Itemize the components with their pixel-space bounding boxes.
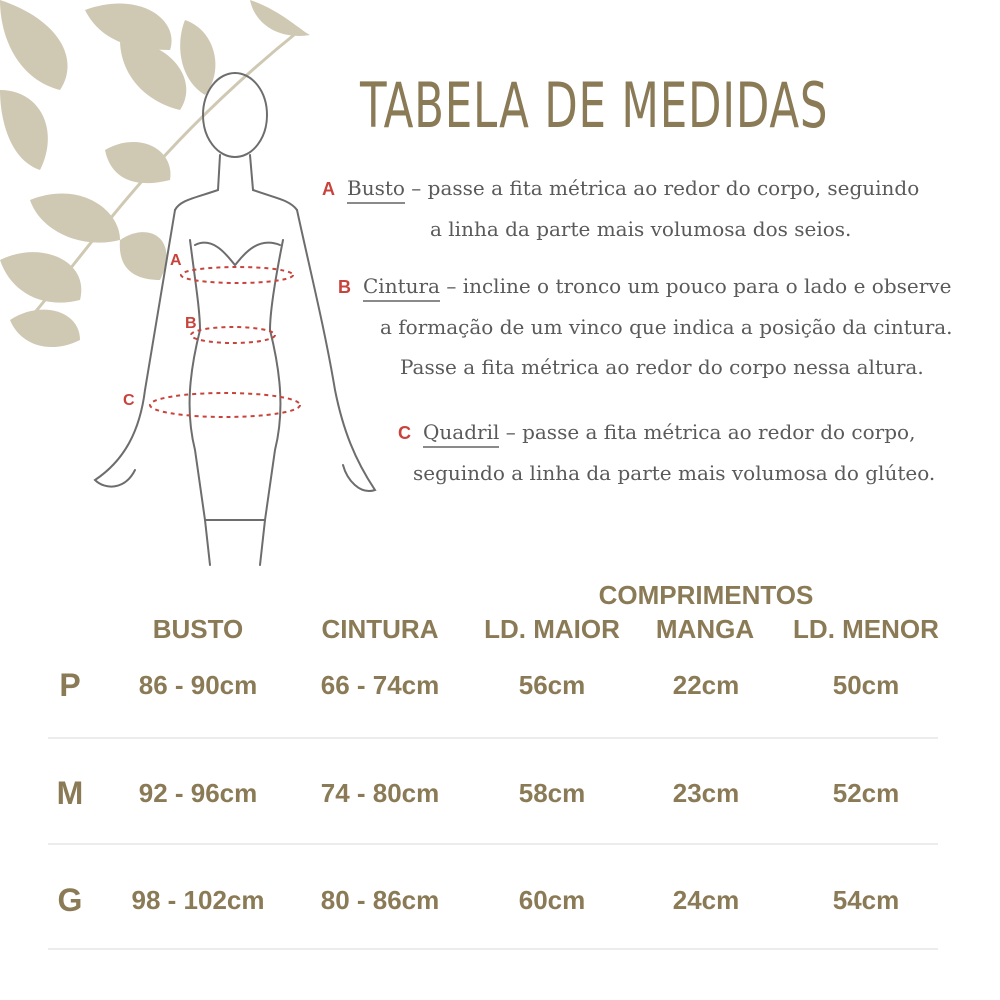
table-cell: 74 - 80cm (320, 778, 440, 808)
table-cell: 80 - 86cm (320, 885, 440, 915)
row-divider (48, 737, 938, 739)
column-header-ld-menor: LD. MENOR (793, 614, 939, 644)
column-header-manga: MANGA (655, 614, 755, 644)
table-cell: 92 - 96cm (138, 778, 258, 808)
table-cell: 22cm (672, 670, 740, 700)
column-header-busto: BUSTO (152, 614, 244, 644)
size-label-m: M (56, 775, 84, 811)
group-header-comprimentos: COMPRIMENTOS (598, 580, 814, 610)
measure-term: Quadril (423, 420, 499, 448)
measure-quadril (398, 412, 935, 493)
figure-label-c: C (123, 392, 135, 409)
column-header-cintura: CINTURA (321, 614, 439, 644)
table-cell: 50cm (832, 670, 900, 700)
figure-label-b: B (185, 315, 197, 332)
measure-cintura (338, 266, 953, 387)
row-divider (48, 843, 938, 845)
measure-text: Passe a fita métrica ao redor do corpo nessa altura. (400, 355, 924, 379)
row-divider (48, 948, 938, 950)
table-cell: 23cm (672, 778, 740, 808)
column-header-ld-maior: LD. MAIOR (484, 614, 620, 644)
table-cell: 54cm (832, 885, 900, 915)
measure-text: a linha da parte mais volumosa dos seios. (430, 217, 852, 241)
measure-letter: A (322, 179, 335, 199)
figure-label-a: A (170, 252, 182, 269)
measure-letter: B (338, 277, 351, 297)
table-cell: 52cm (832, 778, 900, 808)
table-cell: 24cm (672, 885, 740, 915)
table-cell: 86 - 90cm (138, 670, 258, 700)
measure-term: Busto (347, 176, 405, 204)
table-cell: 58cm (518, 778, 586, 808)
measure-text: – incline o tronco um pouco para o lado e observe (439, 274, 952, 298)
measure-text: – passe a fita métrica ao redor do corpo, (499, 420, 916, 444)
table-cell: 56cm (518, 670, 586, 700)
measure-text: – passe a fita métrica ao redor do corpo, seguindo (404, 176, 920, 200)
measure-letter: C (398, 423, 411, 443)
measure-text: a formação de um vinco que indica a posição da cintura. (380, 315, 953, 339)
table-cell: 60cm (518, 885, 586, 915)
page-title: TABELA DE MEDIDAS (360, 69, 829, 142)
size-label-g: G (57, 882, 83, 918)
measure-term: Cintura (363, 274, 440, 302)
measure-text: seguindo a linha da parte mais volumosa do glúteo. (413, 461, 936, 485)
table-cell: 66 - 74cm (320, 670, 440, 700)
size-label-p: P (59, 667, 81, 703)
measure-busto (322, 168, 919, 249)
table-cell: 98 - 102cm (131, 885, 265, 915)
